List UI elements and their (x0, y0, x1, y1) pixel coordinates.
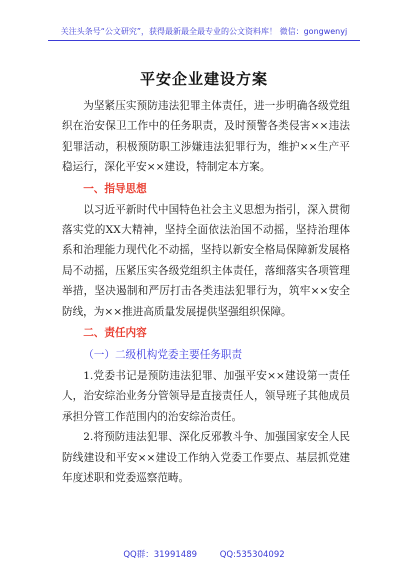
footer-qq-group: QQ群：31991489 (123, 550, 198, 560)
responsibility-item-1: 1.党委书记是预防违法犯罪、加强平安××建设第一责任人，治安综治业务分管领导是直接责任人，领导班子其他成员承担分管工作范围内的治安综治责任。 (62, 370, 350, 423)
footer-contact (0, 548, 408, 560)
header-divider (48, 40, 360, 41)
document-body (62, 96, 350, 489)
responsibility-item-2: 2.将预防违法犯罪、深化反邪教斗争、加强国家安全人民防线建设和平安××建设工作纳入党委工作要点、基层抓党建年度述职和党委巡察范畴。 (62, 431, 350, 485)
section-heading-responsibilities: 二、责任内容 (83, 327, 147, 340)
section-heading-guiding-ideology: 一、指导思想 (83, 182, 147, 195)
footer-qq: QQ:535304092 (219, 550, 285, 560)
document-title: 平安企业建设方案 (139, 70, 268, 88)
subsection-heading-party-committee: （一）二级机构党委主要任务职责 (83, 349, 243, 362)
top-banner[interactable]: 关注头条号“公文研究”，获得最新最全最专业的公文资料库！ 微信：gongwenyj (60, 27, 348, 36)
intro-paragraph: 为坚紧压实预防违法犯罪主体责任，进一步明确各级党组织在治安保卫工作中的任务职责，及时预警各类侵害××违法犯罪活动，积极预防职工涉嫌违法犯罪行为，维护××生产平稳运行，深化平安××建设，特制定本方案。 (62, 100, 350, 174)
guiding-ideology-paragraph: 以习近平新时代中国特色社会主义思想为指引，深入贯彻落实党的XX大精神，坚持全面依法治国不动摇，坚持治理体系和治理能力现代化不动摇，坚持以新安全格局保障新发展格局不动摇，压紧压实各级党组织主体责任，落细落实各项管理举措，坚决遏制和严厉打击各类违法犯罪行为，筑牢××安全防线，为××推进高质量发展提供坚强组织保障。 (62, 203, 350, 318)
